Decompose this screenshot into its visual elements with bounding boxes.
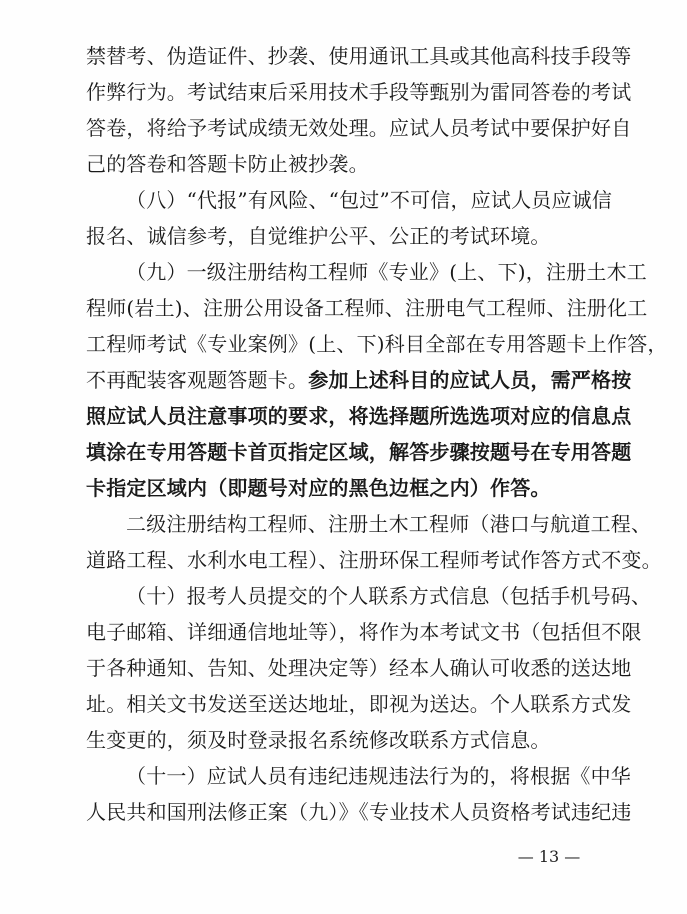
text-run: 工程师考试《专业案例》(上、下)科目全部在专用答题卡上作答， <box>86 332 668 356</box>
text-run: （十）报考人员提交的个人联系方式信息（包括手机号码、 <box>126 584 652 608</box>
text-line <box>86 578 652 614</box>
text-run: （九）一级注册结构工程师《专业》(上、下)，注册土木工 <box>126 260 648 284</box>
document-body <box>86 38 668 830</box>
text-run: 程师(岩土)、注册公用设备工程师、注册电气工程师、注册化工 <box>86 296 648 320</box>
text-line <box>86 398 632 434</box>
text-line <box>86 542 662 578</box>
text-run: 己的答卷和答题卡防止被抄袭。 <box>86 152 369 176</box>
text-line <box>86 38 632 74</box>
text-line <box>86 434 632 470</box>
text-run: （十一）应试人员有违纪违规违法行为的，将根据《中华 <box>126 764 631 788</box>
text-run: （八）“代报”有风险、“包过”不可信，应试人员应诚信 <box>126 188 613 212</box>
text-run: 址。相关文书发送至送达地址，即视为送达。个人联系方式发 <box>86 692 632 716</box>
text-run: 报名、诚信参考，自觉维护公平、公正的考试环境。 <box>86 224 551 248</box>
text-run: 于各种通知、告知、处理决定等）经本人确认可收悉的送达地 <box>86 656 632 680</box>
text-line <box>86 614 642 650</box>
text-line <box>86 182 613 218</box>
text-line <box>86 506 652 542</box>
text-run-bold: 照应试人员注意事项的要求，将选择题所选选项对应的信息点 <box>86 404 632 428</box>
text-line <box>86 758 631 794</box>
text-run: 电子邮箱、详细通信地址等），将作为本考试文书（包括但不限 <box>86 620 642 644</box>
text-run: 答卷，将给予考试成绩无效处理。应试人员考试中要保护好自 <box>86 116 632 140</box>
text-line <box>86 722 606 758</box>
text-line <box>86 218 606 254</box>
text-line <box>86 74 632 110</box>
text-run-bold: 填涂在专用答题卡首页指定区域，解答步骤按题号在专用答题 <box>86 440 632 464</box>
text-line <box>86 470 606 506</box>
text-run-bold: 卡指定区域内（即题号对应的黑色边框之内）作答。 <box>86 476 551 500</box>
text-line <box>86 326 668 362</box>
text-line <box>86 254 648 290</box>
text-line <box>86 110 632 146</box>
text-run: 作弊行为。考试结束后采用技术手段等甄别为雷同答卷的考试 <box>86 80 632 104</box>
text-line <box>86 650 632 686</box>
text-run: 二级注册结构工程师、注册土木工程师（港口与航道工程、 <box>126 512 652 536</box>
text-line <box>86 290 648 326</box>
text-run: 人民共和国刑法修正案（九）》《专业技术人员资格考试违纪违 <box>86 800 632 824</box>
text-run: 禁替考、伪造证件、抄袭、使用通讯工具或其他高科技手段等 <box>86 44 632 68</box>
text-line <box>86 794 632 830</box>
text-line <box>86 686 632 722</box>
text-run: 生变更的，须及时登录报名系统修改联系方式信息。 <box>86 728 551 752</box>
text-run: 道路工程、水利水电工程）、注册环保工程师考试作答方式不变。 <box>86 548 662 572</box>
page-number: — 13 — <box>517 847 581 866</box>
text-run: 不再配装客观题答题卡。 <box>86 368 309 392</box>
text-run-bold: 参加上述科目的应试人员，需严格按 <box>308 368 632 392</box>
text-line <box>86 146 606 182</box>
text-line <box>86 362 632 398</box>
